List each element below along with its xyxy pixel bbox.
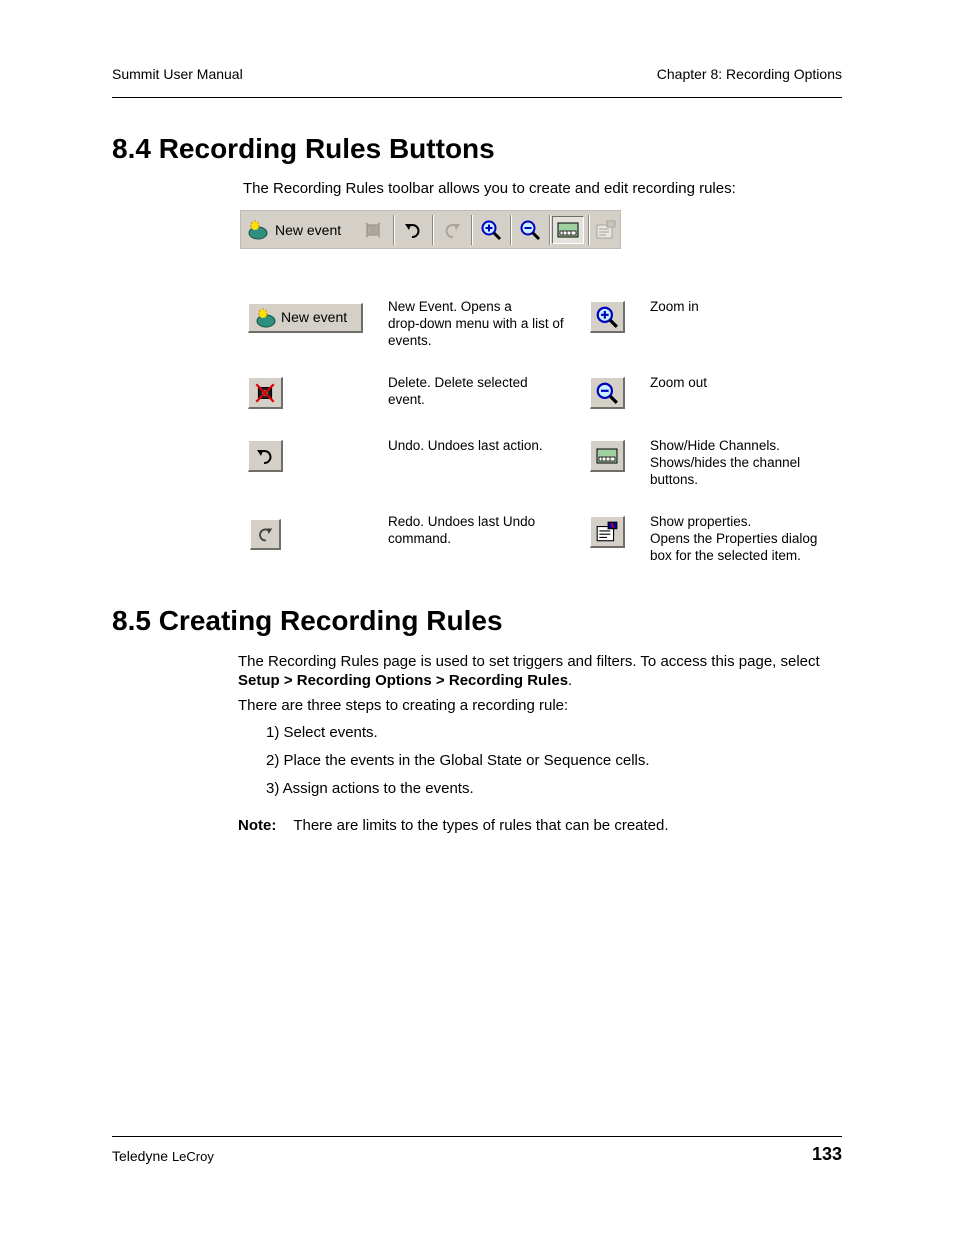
running-header-right: Chapter 8: Recording Options: [656, 66, 842, 82]
toolbar-zoom-in-button[interactable]: [477, 216, 505, 244]
note: [238, 817, 669, 834]
description-line: New Event. Opens a: [388, 299, 512, 314]
toolbar-separator: [549, 215, 551, 245]
toolbar-properties-button[interactable]: [593, 216, 621, 244]
undo-button[interactable]: [248, 440, 283, 472]
description-line: events.: [388, 333, 432, 348]
para1-text: The Recording Rules page is used to set triggers and filters. To access this page, select: [238, 653, 820, 670]
redo-icon: [255, 524, 275, 544]
properties-icon: [595, 520, 619, 544]
delete-icon: [362, 219, 384, 241]
toolbar-new-event-label: New event: [275, 222, 342, 238]
delete-description: [388, 374, 528, 408]
toolbar-separator: [588, 215, 590, 245]
redo-description: [388, 513, 535, 547]
note-text: There are limits to the types of rules that can be created.: [293, 817, 669, 834]
channels-icon: [595, 446, 619, 466]
redo-button[interactable]: [250, 519, 281, 550]
toolbar-separator: [510, 215, 512, 245]
menu-path: Setup > Recording Options > Recording Rules: [238, 672, 569, 689]
description-line: drop-down menu with a list of: [388, 316, 564, 331]
section-8-5-title: 8.5 Creating Recording Rules: [112, 605, 503, 636]
undo-icon: [402, 219, 424, 241]
page-number: 133: [811, 1144, 842, 1164]
running-header-left: Summit User Manual: [112, 66, 243, 82]
step-item: 3) Assign actions to the events.: [266, 780, 474, 797]
section-8-4-title: 8.4 Recording Rules Buttons: [112, 133, 495, 164]
description-line: Opens the Properties dialog: [650, 531, 818, 546]
step-item: 1) Select events.: [266, 724, 378, 741]
new-event-button-label: New event: [281, 309, 348, 325]
section-8-4-intro: The Recording Rules toolbar allows you to create and edit recording rules:: [243, 180, 736, 197]
channels-description: [650, 437, 800, 488]
new-event-icon: [255, 307, 279, 329]
new-event-button[interactable]: [248, 303, 363, 333]
description-line: Show/Hide Channels.: [650, 438, 780, 453]
toolbar-separator: [432, 215, 434, 245]
description-line: Zoom out: [650, 375, 708, 390]
description-line: box for the selected item.: [650, 548, 801, 563]
properties-button[interactable]: [590, 516, 625, 548]
undo-icon: [254, 445, 276, 467]
toolbar-undo-button[interactable]: [399, 216, 427, 244]
zoom-in-button[interactable]: [590, 301, 625, 333]
properties-description: [650, 513, 817, 564]
zoom-out-icon: [519, 219, 541, 241]
footer-rule: [112, 1136, 842, 1137]
properties-icon: [595, 219, 617, 241]
toolbar-separator: [393, 215, 395, 245]
header-rule: [112, 97, 842, 98]
toolbar-zoom-out-button[interactable]: [516, 216, 544, 244]
recording-rules-toolbar: [240, 210, 621, 249]
description-line: Undo. Undoes last action.: [388, 438, 543, 453]
toolbar-delete-button[interactable]: [359, 216, 387, 244]
new-event-icon: [247, 219, 271, 241]
description-line: command.: [388, 531, 452, 546]
zoom-in-icon: [595, 305, 619, 329]
description-line: buttons.: [650, 472, 699, 487]
zoom-out-button[interactable]: [590, 377, 625, 409]
redo-icon: [441, 219, 463, 241]
description-line: Redo. Undoes last Undo: [388, 514, 536, 529]
description-line: Delete. Delete selected: [388, 375, 528, 390]
description-line: Show properties.: [650, 514, 752, 529]
channels-icon: [557, 220, 579, 240]
zoom-out-description: [650, 374, 707, 391]
para1-end: .: [568, 672, 573, 689]
delete-button[interactable]: [248, 377, 283, 409]
zoom-in-description: [650, 298, 699, 315]
zoom-in-icon: [480, 219, 502, 241]
note-label: Note:: [238, 817, 277, 834]
toolbar-channels-button[interactable]: [552, 216, 584, 244]
description-line: Shows/hides the channel: [650, 455, 801, 470]
channels-button[interactable]: [590, 440, 625, 472]
description-line: event.: [388, 392, 425, 407]
company-name: Teledyne: [112, 1148, 169, 1164]
step-item: 2) Place the events in the Global State or Sequence cells.: [266, 752, 650, 769]
section-8-5-para1: [238, 652, 843, 690]
company-name-suffix: LeCroy: [171, 1149, 214, 1164]
footer-company: [112, 1148, 214, 1164]
undo-description: [388, 437, 543, 454]
zoom-out-icon: [595, 381, 619, 405]
description-line: Zoom in: [650, 299, 699, 314]
new-event-description: [388, 298, 564, 349]
toolbar-separator: [471, 215, 473, 245]
delete-icon: [253, 381, 277, 405]
section-8-5-para2: There are three steps to creating a recording rule:: [238, 697, 569, 714]
toolbar-redo-button[interactable]: [438, 216, 466, 244]
